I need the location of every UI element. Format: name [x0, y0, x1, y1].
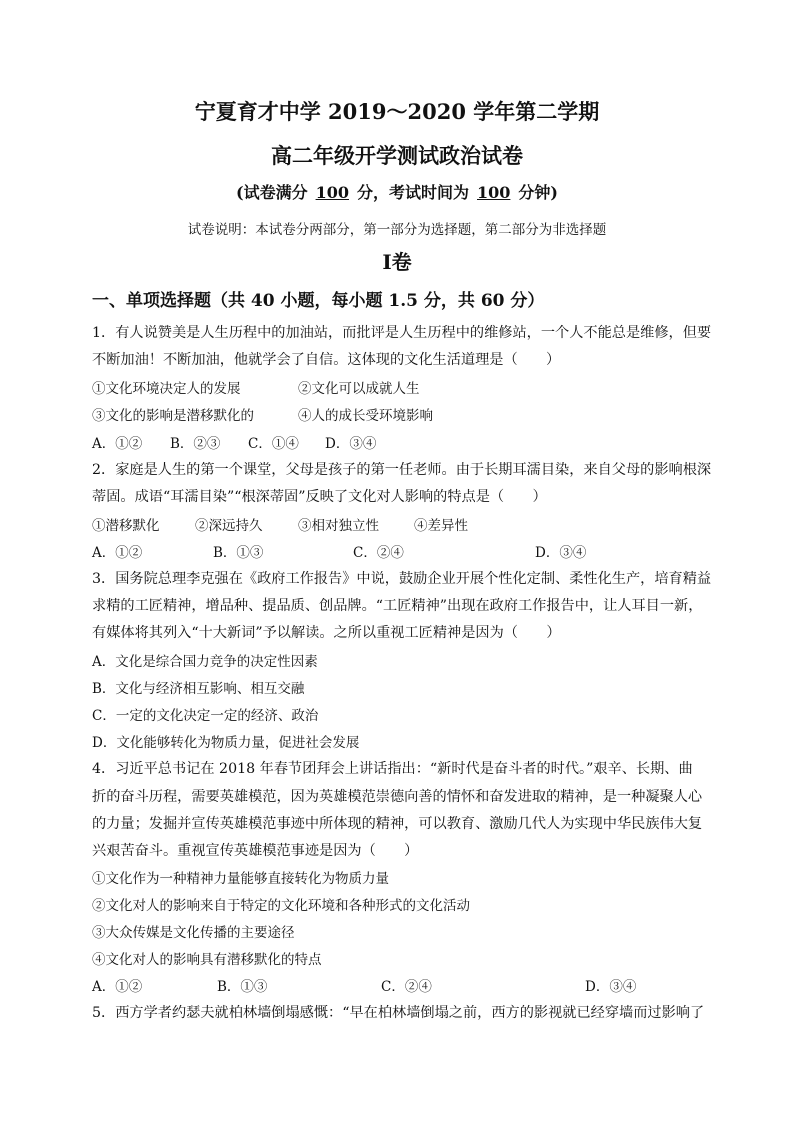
score-value: 100: [315, 183, 349, 202]
q2-item-2: ②深远持久: [195, 518, 263, 534]
q1-item-3: ③文化的影响是潜移默化的: [92, 408, 254, 424]
q2-choice-a: A．①②: [92, 545, 143, 561]
q2-choice-c: C．②④: [353, 545, 404, 561]
q4-stem-line1: 4．习近平总书记在 2018 年春节团拜会上讲话指出：“新时代是奋斗者的时代。”艰辛、长期、曲: [92, 761, 693, 777]
q2-stem-line2: 蒂固。成语“耳濡目染”“根深蒂固”反映了文化对人影响的特点是（ ）: [92, 489, 547, 505]
q4-stem-line2: 折的奋斗历程，需要英雄模范，因为英雄模范崇德向善的情怀和奋发进取的精神，是一种凝聚人心: [92, 789, 703, 805]
q2-item-1: ①潜移默化: [92, 518, 160, 534]
q1-stem-line2: 不断加油！不断加油，他就学会了自信。这体现的文化生活道理是（ ）: [92, 352, 561, 368]
q3-choice-a: A．文化是综合国力竞争的决定性因素: [92, 654, 318, 670]
q4-item-2: ②文化对人的影响来自于特定的文化环境和各种形式的文化活动: [92, 898, 470, 914]
exam-info: [0, 180, 794, 203]
q4-stem-line3: 的力量；发掘并宣传英雄模范事迹中所体现的精神，可以教育、激励几代人为实现中华民族伟大复: [92, 816, 703, 832]
volume-heading: Ⅰ卷: [382, 250, 412, 274]
q3-choice-b: B．文化与经济相互影响、相互交融: [92, 681, 305, 697]
q3-stem-line3: 有媒体将其列入“十大新词”予以解读。之所以重视工匠精神是因为（ ）: [92, 625, 561, 641]
q1-choice-c: C．①④: [248, 436, 299, 452]
q1-choice-b: B．②③: [170, 436, 221, 452]
info-mid: 分，考试时间为: [356, 183, 469, 202]
q4-item-4: ④文化对人的影响具有潜移默化的特点: [92, 952, 322, 968]
q4-choice-c: C．②④: [381, 979, 432, 995]
q5-stem-line1: 5．西方学者约瑟夫就柏林墙倒塌感慨：“早在柏林墙倒塌之前，西方的影视就已经穿墙而过影响了: [92, 1005, 705, 1021]
q2-stem-line1: 2．家庭是人生的第一个课堂，父母是孩子的第一任老师。由于长期耳濡目染，来自父母的影响根深: [92, 462, 712, 478]
q1-item-4: ④人的成长受环境影响: [298, 408, 433, 424]
q4-item-3: ③大众传媒是文化传播的主要途径: [92, 925, 295, 941]
q1-item-1: ①文化环境决定人的发展: [92, 381, 241, 397]
section-heading: 一、单项选择题（共 40 小题，每小题 1.5 分，共 60 分）: [92, 291, 545, 311]
exam-subtitle: 高二年级开学测试政治试卷: [271, 143, 523, 168]
exam-title: 宁夏育才中学 2019～2020 学年第二学期: [194, 99, 600, 124]
q3-stem-line2: 求精的工匠精神，增品种、提品质、创品牌。“工匠精神”出现在政府工作报告中，让人耳目一新，: [92, 598, 703, 614]
q2-item-4: ④差异性: [414, 518, 468, 534]
q3-stem-line1: 3．国务院总理李克强在《政府工作报告》中说，鼓励企业开展个性化定制、柔性化生产，培育精益: [92, 571, 712, 587]
q4-stem-line4: 兴艰苦奋斗。重视宣传英雄模范事迹是因为（ ）: [92, 843, 419, 859]
info-suffix: 分钟): [518, 183, 558, 202]
q1-stem-line1: 1．有人说赞美是人生历程中的加油站，而批评是人生历程中的维修站，一个人不能总是维修，但要: [92, 325, 712, 341]
q1-item-2: ②文化可以成就人生: [298, 381, 420, 397]
time-value: 100: [477, 183, 511, 202]
q4-item-1: ①文化作为一种精神力量能够直接转化为物质力量: [92, 871, 389, 887]
q4-choice-a: A．①②: [92, 979, 143, 995]
q1-choice-a: A．①②: [92, 436, 143, 452]
q1-choice-d: D．③④: [325, 436, 377, 452]
q4-choice-d: D．③④: [585, 979, 637, 995]
q3-choice-c: C．一定的文化决定一定的经济、政治: [92, 708, 319, 724]
q4-choice-b: B．①③: [217, 979, 268, 995]
q2-choice-b: B．①③: [213, 545, 264, 561]
q2-choice-d: D．③④: [535, 545, 587, 561]
q2-item-3: ③相对独立性: [298, 518, 379, 534]
exam-note: 试卷说明：本试卷分两部分，第一部分为选择题，第二部分为非选择题: [187, 222, 607, 238]
q3-choice-d: D．文化能够转化为物质力量，促进社会发展: [92, 735, 360, 751]
info-prefix: (试卷满分: [236, 183, 308, 202]
